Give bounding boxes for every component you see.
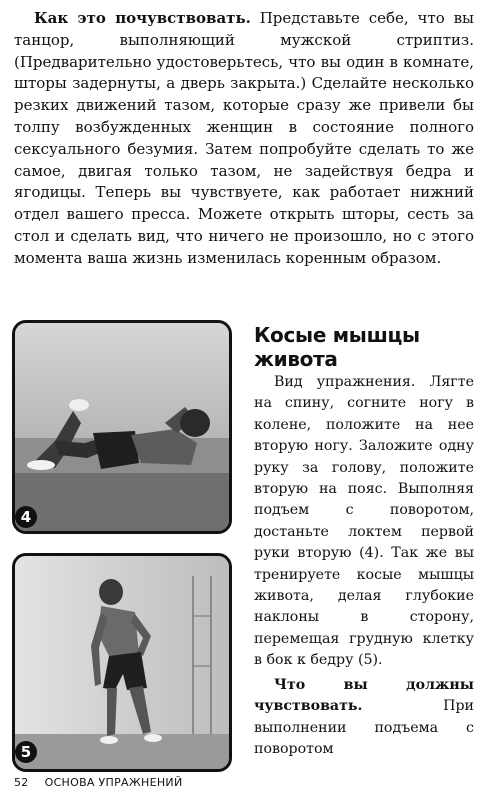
side-bend-illustration <box>15 556 229 769</box>
crunch-illustration <box>15 323 229 531</box>
feeling-lead: Что вы должны чувствовать. <box>254 676 474 715</box>
exercise-description: Вид упражнения. Лягте на спину, согните ногу в колене, положите на нее вторую ногу. Заложите одну руку за голову, положите вторую на пояс. Выполняя подъем с поворотом, достаньте локтем первой руки вторую (4). Так же вы тренируете косые мышцы живота, делая глубокие наклоны в сторону, перемещая грудную клетку в бок к бедру (5). <box>254 374 474 669</box>
exercise-photo-4 <box>12 320 232 534</box>
feeling-paragraph <box>254 675 474 761</box>
exercise-photo-5 <box>12 553 232 772</box>
figure-number-5: 5 <box>15 741 37 763</box>
intro-paragraph <box>14 8 474 270</box>
section-heading <box>254 323 478 371</box>
intro-text: Представьте себе, что вы танцор, выполняющий мужской стриптиз. (Предварительно удостоверьтесь, что вы один в комнате, шторы задернуты, а дверь закрыта.) Сделайте несколько резких движений тазом, которые сразу же привели бы толпу возбужденных женщин в состояние полного сексуального безумия. Затем попробуйте сделать то же самое, двигая только тазом, не задействуя бедра и ягодицы. Теперь вы чувствуете, как работает нижний отдел вашего пресса. Можете открыть шторы, сесть за стол и сделать вид, что ничего не произошло, но с этого момента ваша жизнь изменилась коренным образом. <box>14 9 474 267</box>
heading-line-1: Косые мышцы <box>254 323 420 347</box>
page-number: 52 <box>14 776 29 789</box>
figure-number-4: 4 <box>15 506 37 528</box>
feeling-text: При выполнении подъема с поворотом <box>254 698 474 757</box>
text-column <box>254 372 474 760</box>
heading-line-2: живота <box>254 347 338 371</box>
intro-lead: Как это почувствовать. <box>34 9 251 27</box>
running-title: ОСНОВА УПРАЖНЕНИЙ <box>44 776 183 789</box>
page-footer <box>14 776 182 789</box>
